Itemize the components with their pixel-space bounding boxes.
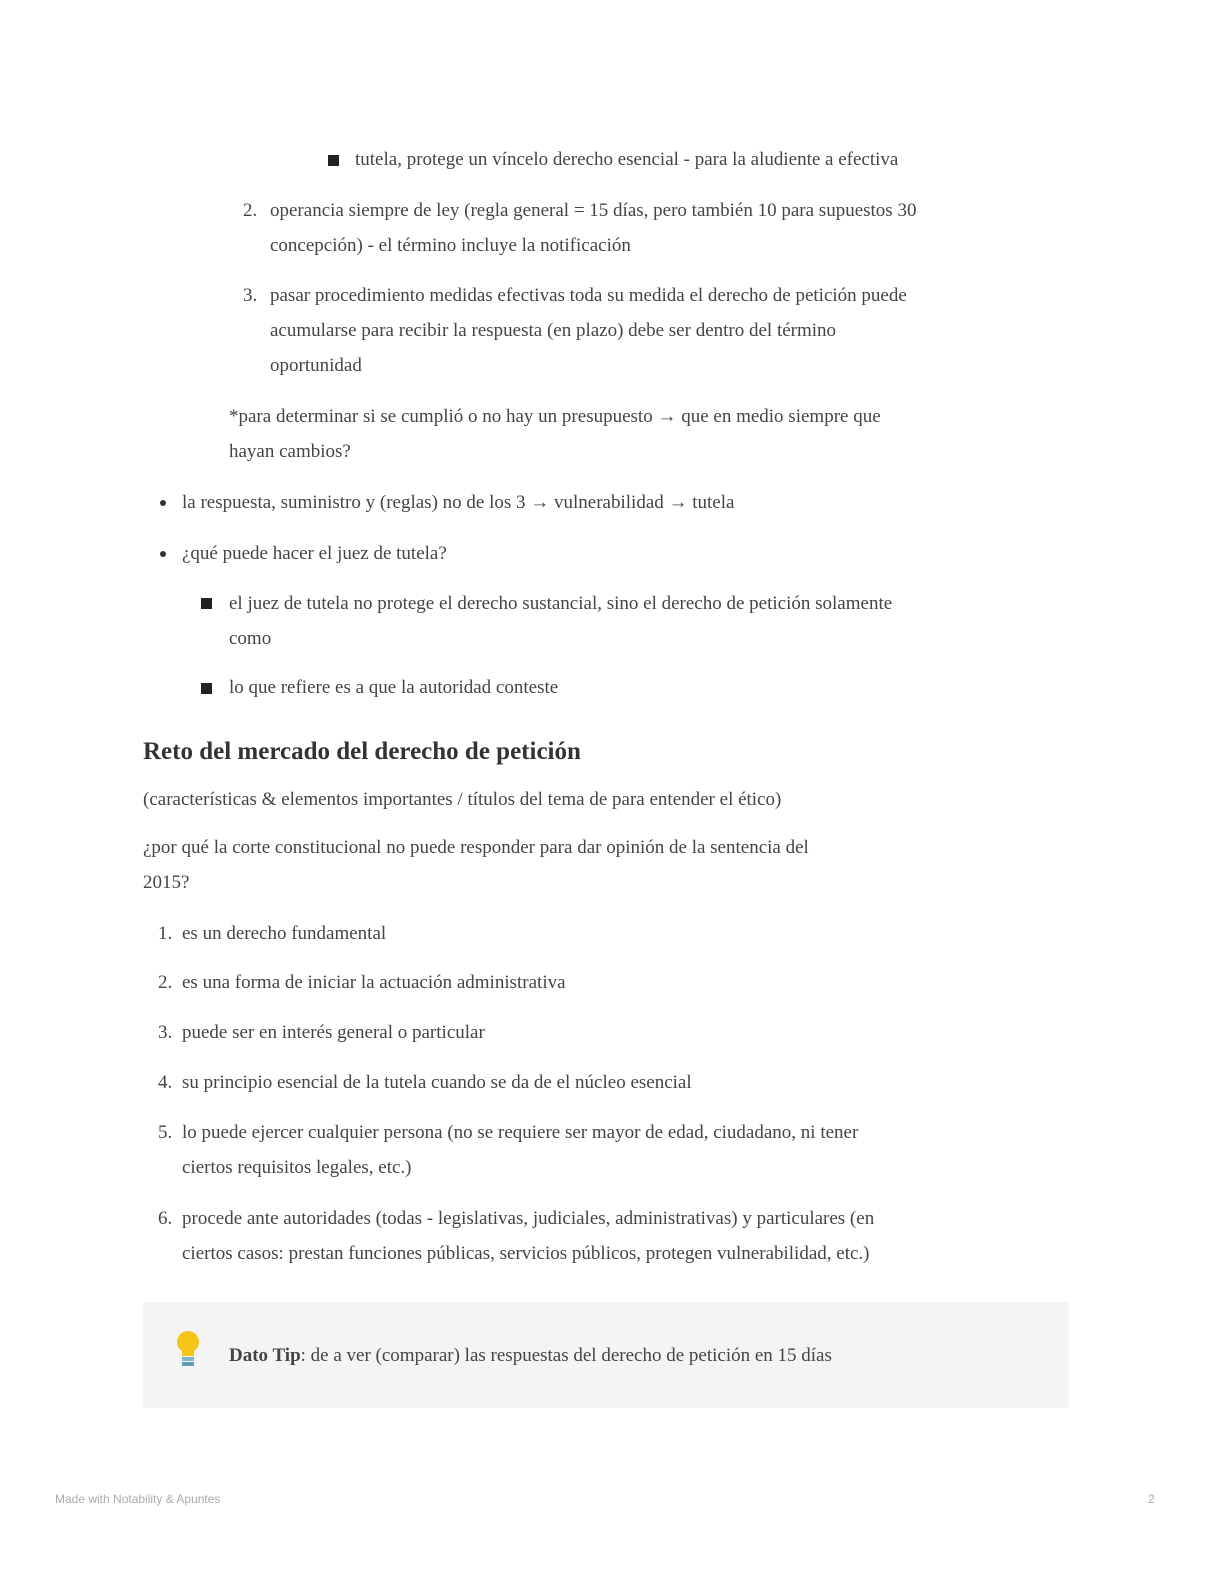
text-line: acumularse para recibir la respuesta (en plazo) debe ser dentro del término bbox=[270, 320, 837, 341]
text-line: oportunidad bbox=[270, 355, 362, 376]
footer-text: Made with Notability & Apuntes bbox=[55, 1492, 221, 1506]
text-line: pasar procedimiento medidas efectivas toda su medida el derecho de petición puede bbox=[270, 285, 907, 306]
text-line: operancia siempre de ley (regla general = 15 días, pero también 10 para supuestos 30 bbox=[270, 200, 917, 221]
text-line: es una forma de iniciar la actuación administrativa bbox=[182, 972, 566, 993]
bullet-square bbox=[201, 683, 212, 694]
text-line: puede ser en interés general o particular bbox=[182, 1022, 485, 1043]
text-line: como bbox=[229, 628, 272, 649]
text-line: lo que refiere es a que la autoridad conteste bbox=[229, 677, 559, 698]
section-heading: Reto del mercado del derecho de petición bbox=[143, 738, 581, 765]
text-line: la respuesta, suministro y (reglas) no de los 3 → vulnerabilidad → tutela bbox=[182, 492, 735, 513]
list-number: 5. bbox=[158, 1122, 173, 1143]
text-line: (características & elementos importantes / títulos del tema de para entender el ético) bbox=[143, 789, 782, 810]
list-number: 3. bbox=[243, 285, 258, 306]
list-number: 3. bbox=[158, 1022, 173, 1043]
text-line: ¿qué puede hacer el juez de tutela? bbox=[182, 543, 447, 564]
list-number: 4. bbox=[158, 1072, 173, 1093]
callout-bold: Dato Tip bbox=[229, 1345, 301, 1366]
lightbulb-icon bbox=[172, 1328, 204, 1370]
list-number: 6. bbox=[158, 1208, 173, 1229]
page-number: 2 bbox=[1148, 1492, 1155, 1506]
text-line: ciertos requisitos legales, etc.) bbox=[182, 1157, 412, 1178]
text-line: hayan cambios? bbox=[229, 441, 351, 462]
callout-text bbox=[229, 1339, 832, 1373]
bullet-dot bbox=[160, 551, 166, 557]
list-number: 1. bbox=[158, 923, 173, 944]
bullet-square bbox=[201, 598, 212, 609]
text-line: su principio esencial de la tutela cuando se da de el núcleo esencial bbox=[182, 1072, 692, 1093]
text-line: concepción) - el término incluye la notificación bbox=[270, 235, 631, 256]
text-line: tutela, protege un víncelo derecho esencial - para la aludiente a efectiva bbox=[355, 149, 899, 170]
bullet-dot bbox=[160, 500, 166, 506]
text-line: *para determinar si se cumplió o no hay un presupuesto → que en medio siempre que bbox=[229, 406, 881, 427]
text-line: ciertos casos: prestan funciones públicas, servicios públicos, protegen vulnerabilidad, etc.) bbox=[182, 1243, 870, 1264]
text-line: es un derecho fundamental bbox=[182, 923, 387, 944]
list-number: 2. bbox=[243, 200, 258, 221]
bullet-square bbox=[328, 155, 339, 166]
text-line: ¿por qué la corte constitucional no puede responder para dar opinión de la sentencia del bbox=[143, 837, 809, 858]
list-number: 2. bbox=[158, 972, 173, 993]
text-line: el juez de tutela no protege el derecho sustancial, sino el derecho de petición solamente bbox=[229, 593, 893, 614]
text-line: lo puede ejercer cualquier persona (no se requiere ser mayor de edad, ciudadano, ni tener bbox=[182, 1122, 859, 1143]
callout-body: : de a ver (comparar) las respuestas del derecho de petición en 15 días bbox=[300, 1345, 832, 1366]
text-line: procede ante autoridades (todas - legislativas, judiciales, administrativas) y particulares (en bbox=[182, 1208, 875, 1229]
text-line: 2015? bbox=[143, 872, 190, 893]
